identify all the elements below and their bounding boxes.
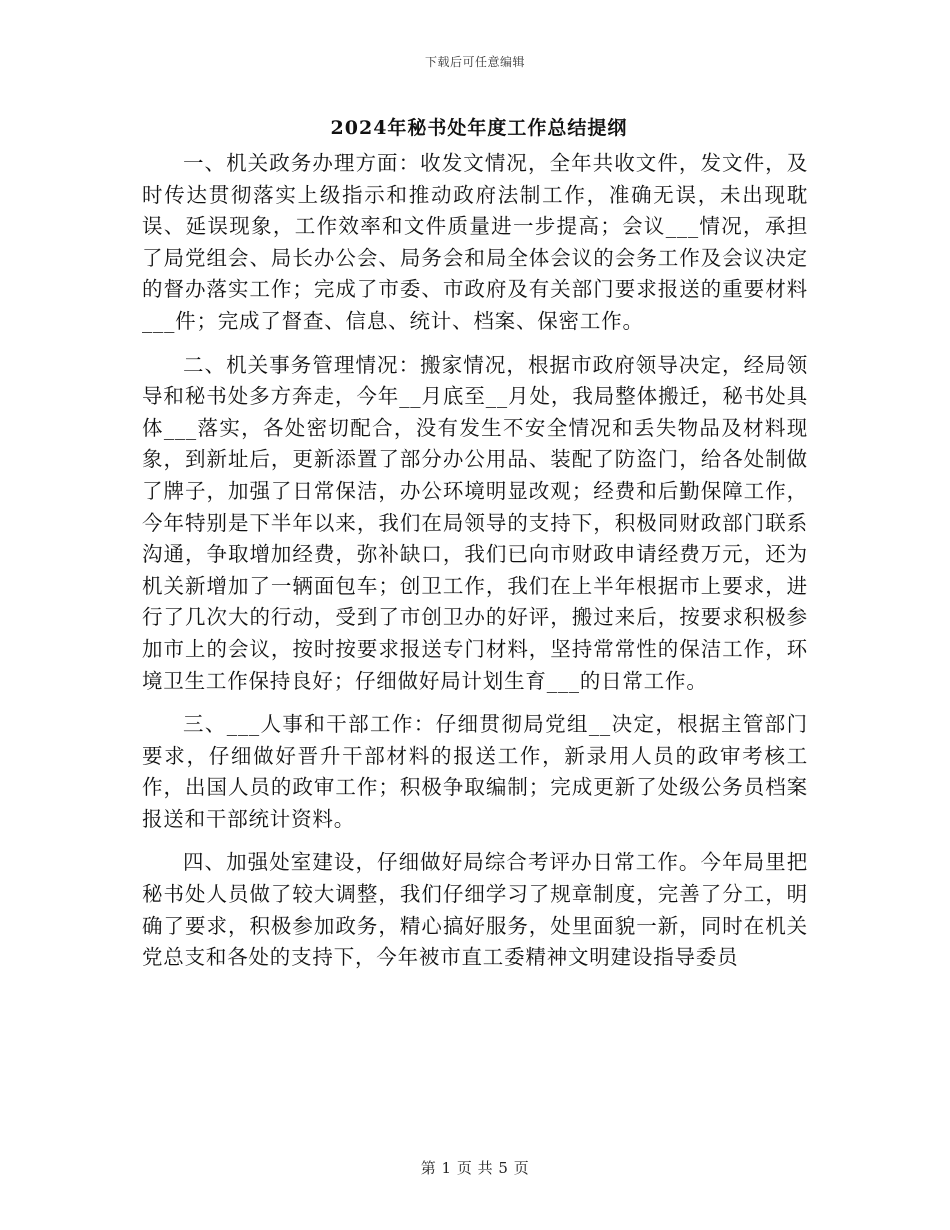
page-number: 第 1 页 共 5 页: [420, 1159, 530, 1177]
document-title: 2024年秘书处年度工作总结提纲: [330, 117, 628, 139]
paragraph-3: 三、___人事和干部工作：仔细贯彻局党组__决定，根据主管部门要求，仔细做好晋升干部材料的报送工作，新录用人员的政审考核工作，出国人员的政审工作；积极争取编制；完成更新了处级公务员档案报送和干部统计资料。: [142, 712, 808, 831]
document-body: [142, 112, 808, 974]
paragraph-2: 二、机关事务管理情况：搬家情况，根据市政府领导决定，经局领导和秘书处多方奔走，今年__月底至__月处，我局整体搬迁，秘书处具体___落实，各处密切配合，没有发生不安全情况和丢失物品及材料现象，到新址后，更新添置了部分办公用品、装配了防盗门，给各处制做了牌子，加强了日常保洁，办公环境明显改观；经费和后勤保障工作，今年特别是下半年以来，我们在局领导的支持下，积极同财政部门联系沟通，争取增加经费，弥补缺口，我们已向市财政申请经费万元，还为机关新增加了一辆面包车；创卫工作，我们在上半年根据市上要求，进行了几次大的行动，受到了市创卫办的好评，搬过来后，按要求积极参加市上的会议，按时按要求报送专门材料，坚持常常性的保洁工作，环境卫生工作保持良好；仔细做好局计划生育___的日常工作。: [142, 352, 808, 693]
paragraph-4: 四、加强处室建设，仔细做好局综合考评办日常工作。今年局里把秘书处人员做了较大调整，我们仔细学习了规章制度，完善了分工，明确了要求，积极参加政务，精心搞好服务，处里面貌一新，同时在机关党总支和各处的支持下，今年被市直工委精神文明建设指导委员: [142, 850, 808, 970]
paragraph-1: 一、机关政务办理方面：收发文情况，全年共收文件，发文件，及时传达贯彻落实上级指示和推动政府法制工作，准确无误，未出现耽误、延误现象，工作效率和文件质量进一步提高；会议___情况，承担了局党组会、局长办公会、局务会和局全体会议的会务工作及会议决定的督办落实工作；完成了市委、市政府及有关部门要求报送的重要材料___件；完成了督查、信息、统计、档案、保密工作。: [142, 151, 808, 333]
header-note: 下载后可任意编辑: [424, 55, 525, 69]
